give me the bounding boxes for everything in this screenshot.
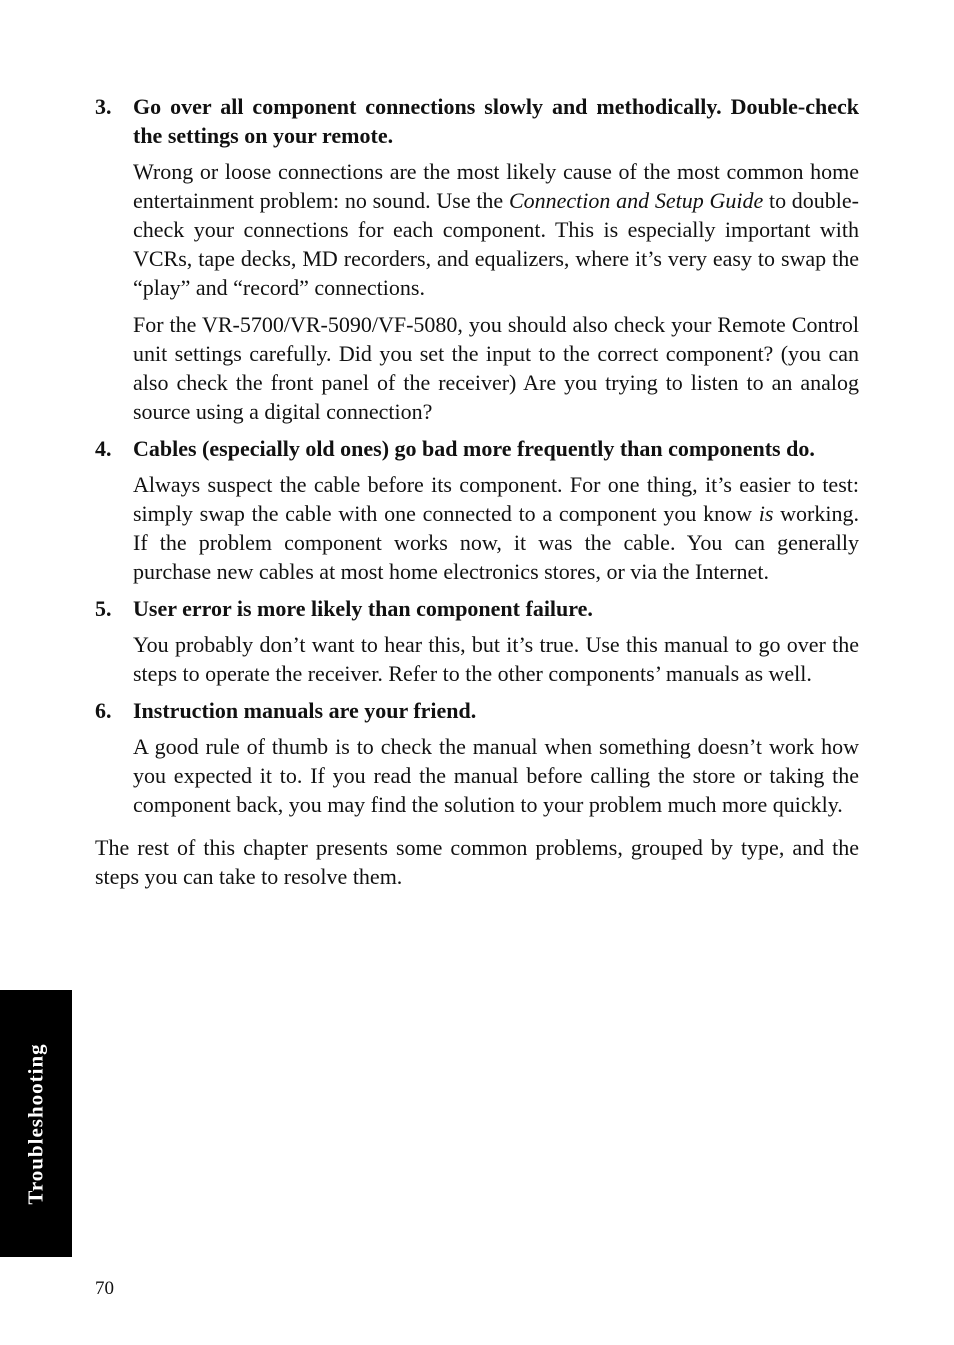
list-item-5 — [95, 594, 859, 688]
page-number: 70 — [95, 1278, 114, 1299]
item-title: Cables (especially old ones) go bad more frequently than components do. — [133, 436, 815, 461]
item-body — [133, 732, 859, 819]
item-paragraph: A good rule of thumb is to check the manual when something doesn’t work how you expected it to. If you read the manual before calling the store or taking the component back, you may find the solution to your problem much more quickly. — [133, 734, 859, 817]
list-item-3 — [95, 92, 859, 426]
guide-title: Connection and Setup Guide — [508, 188, 764, 213]
item-title: Go over all component connections slowly and methodically. Double-check the settings on your remote. — [133, 94, 859, 148]
item-body — [133, 157, 859, 426]
item-body — [133, 470, 859, 586]
item-heading — [95, 434, 859, 463]
item-heading — [95, 92, 859, 150]
item-paragraph — [133, 157, 859, 302]
item-number: 5. — [95, 596, 112, 621]
page-content — [95, 92, 859, 891]
text-run: working. If the problem component works now, it was the cable. You can generally purchase new cables at most home electronics stores, or via the Internet. — [133, 501, 859, 584]
text-run: Wrong or loose connections are the most likely cause of the most common home entertainment problem: no sound. Use the — [133, 159, 859, 213]
item-body — [133, 630, 859, 688]
item-heading — [95, 594, 859, 623]
item-title: User error is more likely than component failure. — [133, 596, 593, 621]
item-title: Instruction manuals are your friend. — [133, 698, 477, 723]
item-paragraph — [133, 470, 859, 586]
chapter-side-tab — [0, 990, 72, 1257]
list-item-4 — [95, 434, 859, 586]
text-run: to double-check your connections for each component. This is especially important with VCRs, tape decks, MD recorders, and equalizers, where it’s very easy to swap the “play” and “record” connections. — [133, 188, 860, 300]
item-number: 4. — [95, 436, 112, 461]
closing-paragraph: The rest of this chapter presents some common problems, grouped by type, and the steps you can take to resolve them. — [95, 835, 859, 889]
chapter-tab-label: Troubleshooting — [23, 1042, 48, 1205]
text-run: Always suspect the cable before its component. For one thing, it’s easier to test: simply swap the cable with one connected to a component you know — [133, 472, 859, 526]
emphasis: is — [758, 501, 774, 526]
item-number: 3. — [95, 94, 112, 119]
item-number: 6. — [95, 698, 112, 723]
item-paragraph: For the VR-5700/VR-5090/VF-5080, you should also check your Remote Control unit settings carefully. Did you set the input to the correct component? (you can also check the front panel of the receiver) Are you trying to listen to an analog source using a digital connection? — [133, 312, 859, 424]
item-paragraph: You probably don’t want to hear this, but it’s true. Use this manual to go over the steps to operate the receiver. Refer to the other components’ manuals as well. — [133, 632, 859, 686]
list-item-6 — [95, 696, 859, 819]
item-heading — [95, 696, 859, 725]
